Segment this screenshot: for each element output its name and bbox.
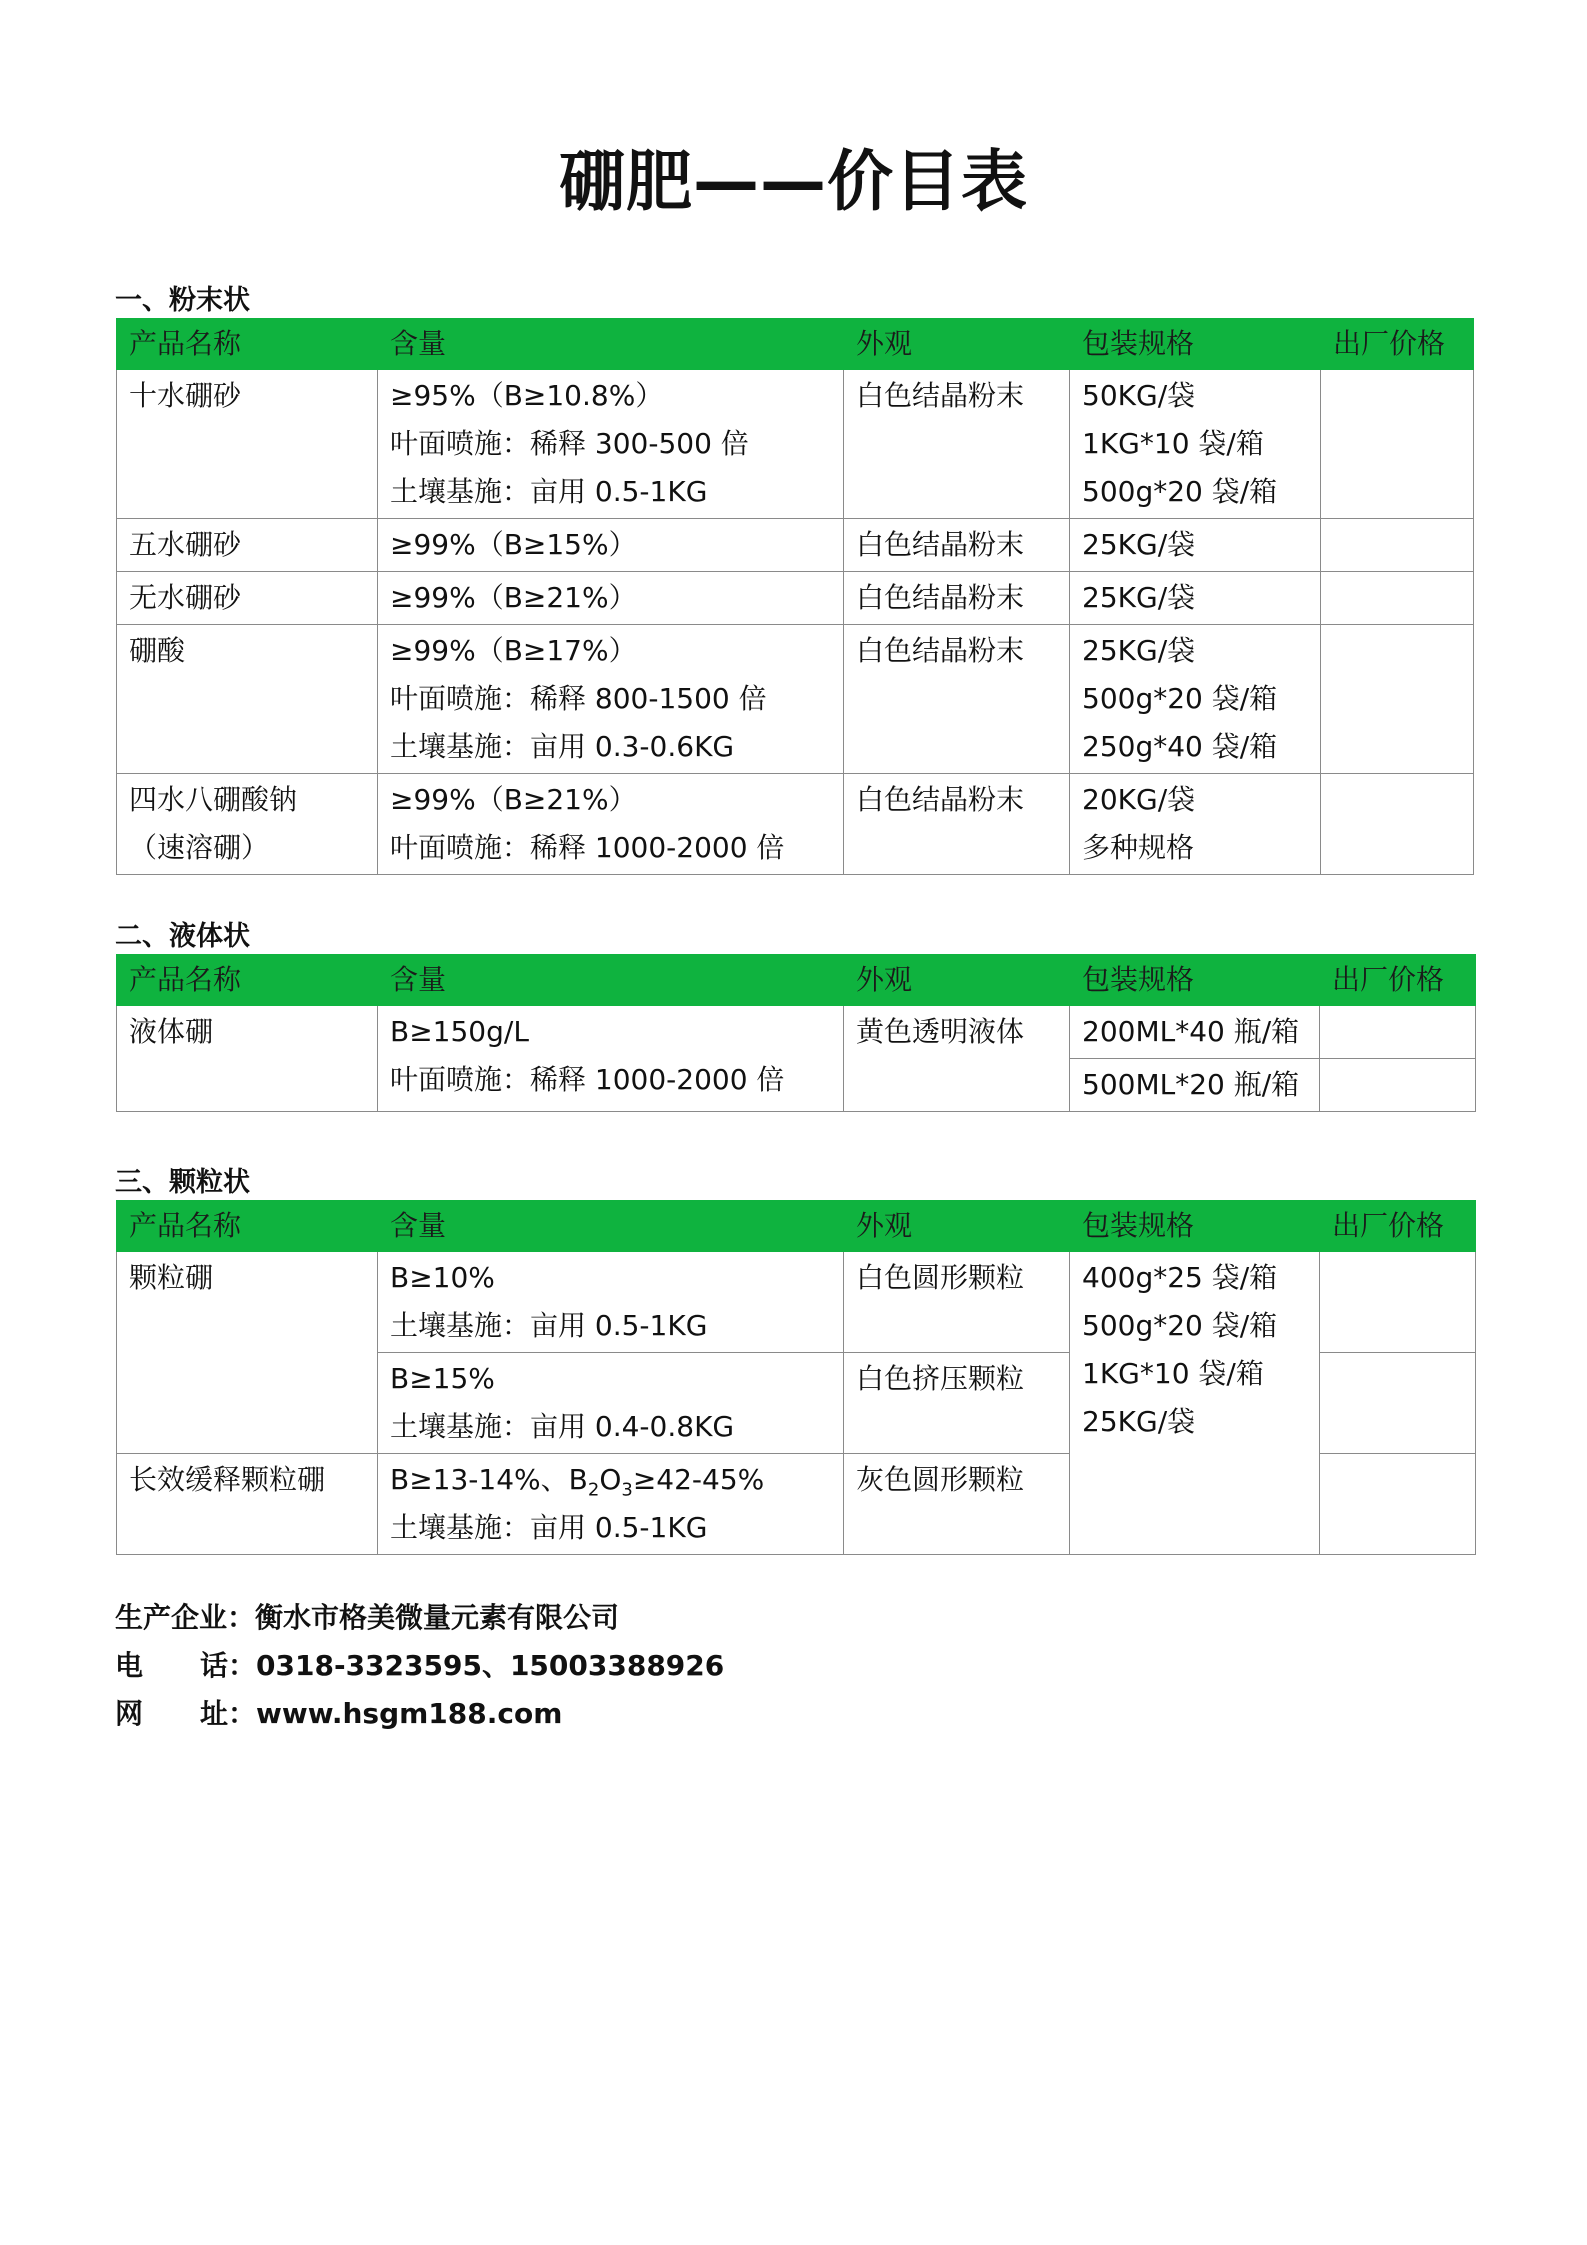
section-heading-granular: 三、颗粒状 <box>115 1167 250 1198</box>
product-price <box>1320 1252 1476 1353</box>
product-price <box>1321 625 1474 774</box>
product-price <box>1321 774 1474 875</box>
header-appearance: 外观 <box>844 319 1070 370</box>
table-header-row <box>117 1201 1476 1252</box>
footer-company: 生产企业：衡水市格美微量元素有限公司 <box>115 1601 620 1634</box>
header-price: 出厂价格 <box>1320 955 1476 1006</box>
product-content: ≥99%（B≥17%） 叶面喷施：稀释 800-1500 倍 土壤基施：亩用 0.3-0.6KG <box>378 625 844 774</box>
product-name: 硼酸 <box>117 625 378 774</box>
table-header-row <box>117 319 1474 370</box>
header-appearance: 外观 <box>844 1201 1070 1252</box>
table-row <box>117 370 1474 519</box>
header-packaging: 包装规格 <box>1070 319 1321 370</box>
product-appearance: 白色结晶粉末 <box>844 774 1070 875</box>
product-content: B≥10% 土壤基施：亩用 0.5-1KG <box>378 1252 844 1353</box>
header-packaging: 包装规格 <box>1070 955 1320 1006</box>
product-content: ≥99%（B≥21%） 叶面喷施：稀释 1000-2000 倍 <box>378 774 844 875</box>
powder-table <box>116 318 1474 875</box>
header-content: 含量 <box>378 319 844 370</box>
table-row <box>117 519 1474 572</box>
product-name: 长效缓释颗粒硼 <box>117 1454 378 1555</box>
header-price: 出厂价格 <box>1321 319 1474 370</box>
table-row <box>117 1006 1476 1059</box>
header-name: 产品名称 <box>117 1201 378 1252</box>
product-appearance: 白色圆形颗粒 <box>844 1252 1070 1353</box>
product-packaging: 25KG/袋 500g*20 袋/箱 250g*40 袋/箱 <box>1070 625 1321 774</box>
product-price <box>1321 370 1474 519</box>
header-content: 含量 <box>378 955 844 1006</box>
product-packaging: 500ML*20 瓶/箱 <box>1070 1059 1320 1112</box>
table-row <box>117 572 1474 625</box>
product-name: 无水硼砂 <box>117 572 378 625</box>
product-packaging: 200ML*40 瓶/箱 <box>1070 1006 1320 1059</box>
product-price <box>1320 1006 1476 1059</box>
product-content: B≥15% 土壤基施：亩用 0.4-0.8KG <box>378 1353 844 1454</box>
product-appearance: 灰色圆形颗粒 <box>844 1454 1070 1555</box>
product-price <box>1320 1353 1476 1454</box>
product-price <box>1321 519 1474 572</box>
header-price: 出厂价格 <box>1320 1201 1476 1252</box>
product-name: 颗粒硼 <box>117 1252 378 1454</box>
product-packaging: 25KG/袋 <box>1070 519 1321 572</box>
product-content: ≥95%（B≥10.8%） 叶面喷施：稀释 300-500 倍 土壤基施：亩用 0.5-1KG <box>378 370 844 519</box>
product-name: 四水八硼酸钠 （速溶硼） <box>117 774 378 875</box>
product-price <box>1321 572 1474 625</box>
product-appearance: 白色挤压颗粒 <box>844 1353 1070 1454</box>
product-content: B≥13-14%、$B_2O_3\ge 42-45\%$ 土壤基施：亩用 0.5-1KG <box>378 1454 844 1555</box>
product-appearance: 白色结晶粉末 <box>844 572 1070 625</box>
page-title: 硼肥——价目表 <box>559 143 1028 220</box>
product-name: 液体硼 <box>117 1006 378 1112</box>
product-packaging: 50KG/袋 1KG*10 袋/箱 500g*20 袋/箱 <box>1070 370 1321 519</box>
table-row <box>117 774 1474 875</box>
product-packaging: 400g*25 袋/箱 500g*20 袋/箱 1KG*10 袋/箱 25KG/袋 <box>1070 1252 1320 1555</box>
product-content: ≥99%（B≥21%） <box>378 572 844 625</box>
product-appearance: 白色结晶粉末 <box>844 519 1070 572</box>
granular-table <box>116 1200 1476 1555</box>
header-packaging: 包装规格 <box>1070 1201 1320 1252</box>
product-content: ≥99%（B≥15%） <box>378 519 844 572</box>
product-appearance: 白色结晶粉末 <box>844 370 1070 519</box>
section-heading-powder: 一、粉末状 <box>115 285 250 316</box>
table-row <box>117 1252 1476 1353</box>
header-appearance: 外观 <box>844 955 1070 1006</box>
table-row <box>117 625 1474 774</box>
section-heading-liquid: 二、液体状 <box>115 921 250 952</box>
footer-phone: 电 话：0318-3323595、15003388926 <box>115 1649 725 1682</box>
product-price <box>1320 1059 1476 1112</box>
product-appearance: 白色结晶粉末 <box>844 625 1070 774</box>
table-header-row <box>117 955 1476 1006</box>
header-name: 产品名称 <box>117 955 378 1006</box>
footer-website: 网 址：www.hsgm188.com <box>115 1697 563 1730</box>
liquid-table <box>116 954 1476 1112</box>
product-appearance: 黄色透明液体 <box>844 1006 1070 1112</box>
product-content: B≥150g/L 叶面喷施：稀释 1000-2000 倍 <box>378 1006 844 1112</box>
product-name: 五水硼砂 <box>117 519 378 572</box>
product-packaging: 20KG/袋 多种规格 <box>1070 774 1321 875</box>
header-content: 含量 <box>378 1201 844 1252</box>
header-name: 产品名称 <box>117 319 378 370</box>
product-name: 十水硼砂 <box>117 370 378 519</box>
product-price <box>1320 1454 1476 1555</box>
product-packaging: 25KG/袋 <box>1070 572 1321 625</box>
